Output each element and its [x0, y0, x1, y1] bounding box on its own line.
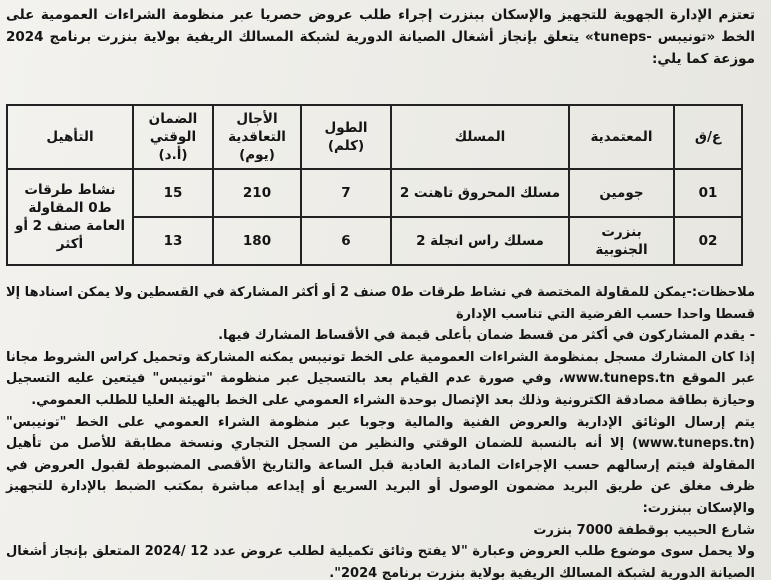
note-paragraph-4: يتم إرسال الوثائق الإدارية والعروض الفنية والمالية وجوبا عبر منظومة الشراء العمومي على الخط "تونيبس" (www.tuneps.tn) إلا أنه بالنسبة للضمان الوقتي والنظير من السجل التجاري ونسخة مطابقة للأصل من تأهيل المقاولة فيتم إرسالهم حسب الإجراءات المادية العادية قبل الساعة والتاريخ الأقصى المضبوطة لقبول العروض في ظرف مغلق عن طريق البريد مضمون الوصول أو البريد السريع أو إيداعه مباشرة بمكتب الضبط بالإدارة للتجهيز والإسكان ببنزرت: [6, 414, 755, 516]
cell-qualification: نشاط طرقات ط0 المقاولة العامة صنف 2 أو أكثر [7, 169, 133, 265]
cell-length: 6 [301, 217, 391, 265]
cell-length: 7 [301, 169, 391, 217]
note-paragraph-2: - يقدم المشاركون في أكثر من قسط ضمان بأعلى قيمة في الأقساط المشارك فيها. [218, 328, 755, 344]
notes-label: ملاحظات: [691, 285, 756, 300]
cell-guarantee: 13 [133, 217, 213, 265]
note-paragraph-3: إذا كان المشارك مسجل بمنظومة الشراءات العمومية على الخط تونيبس يمكنه المشاركة وتحميل كراس الشروط مجانا عبر الموقع www.tuneps.tn، وفي صورة عدم القيام بعد بالتسجيل عبر منظومة "تونيبس" فيتعين عليه التسجيل وحيازة بطاقة مصادقة الكترونية وذلك بعد الإتصال بوحدة الشراء العمومي على الخط بالهيئة العليا للطلب العمومي. [6, 349, 756, 408]
cell-delegation: جومين [569, 169, 674, 217]
table-row [7, 169, 742, 217]
header-qualification: التأهيل [7, 105, 133, 169]
intro-paragraph: تعتزم الإدارة الجهوية للتجهيز والإسكان ببنزرت إجراء طلب عروض حصريا عبر منظومة الشراءات العمومية على الخط «تونيبس -tuneps» يتعلق بإنجاز أشغال الصيانة الدورية لشبكة المسالك الريفية بولاية بنزرت برنامج 2024 موزعة كما يلي: [6, 7, 756, 67]
header-num: ع/ق [674, 105, 742, 169]
cell-num: 02 [674, 217, 742, 265]
notes-section [6, 282, 755, 580]
note-text-1: -يمكن للمقاولة المختصة في نشاط طرقات ط0 صنف 2 أو أكثر المشاركة في القسطين ولا يمكن اسنادها إلا قسطا واحدا حسب الفرضية التي تناسب الإدارة [6, 285, 755, 322]
cell-delegation: بنزرت الجنوبية [569, 217, 674, 265]
note-paragraph-1 [6, 282, 755, 325]
header-duration: الأجال التعاقدية (يوم) [213, 105, 301, 169]
cell-num: 01 [674, 169, 742, 217]
cell-duration: 180 [213, 217, 301, 265]
note-address: شارع الحبيب بوقطفة 7000 بنزرت [533, 522, 755, 538]
header-delegation: المعتمدية [569, 105, 674, 169]
offers-table [6, 104, 743, 266]
cell-track: مسلك راس انجلة 2 [391, 217, 569, 265]
cell-guarantee: 15 [133, 169, 213, 217]
table-header-row [7, 105, 742, 169]
cell-track: مسلك المحروق تاهنت 2 [391, 169, 569, 217]
header-track: المسلك [391, 105, 569, 169]
header-length: الطول (كلم) [301, 105, 391, 169]
header-guarantee: الضمان الوقتي (أ.د) [133, 105, 213, 169]
cell-duration: 210 [213, 169, 301, 217]
note-paragraph-6: ولا يحمل سوى موضوع طلب العروض وعبارة "لا يفتح وثائق تكميلية لطلب عروض عدد 12 /2024 المتعلق بإنجاز أشغال الصيانة الدورية لشبكة المسالك الريفية بولاية بنزرت برنامج 2024". [6, 544, 755, 580]
